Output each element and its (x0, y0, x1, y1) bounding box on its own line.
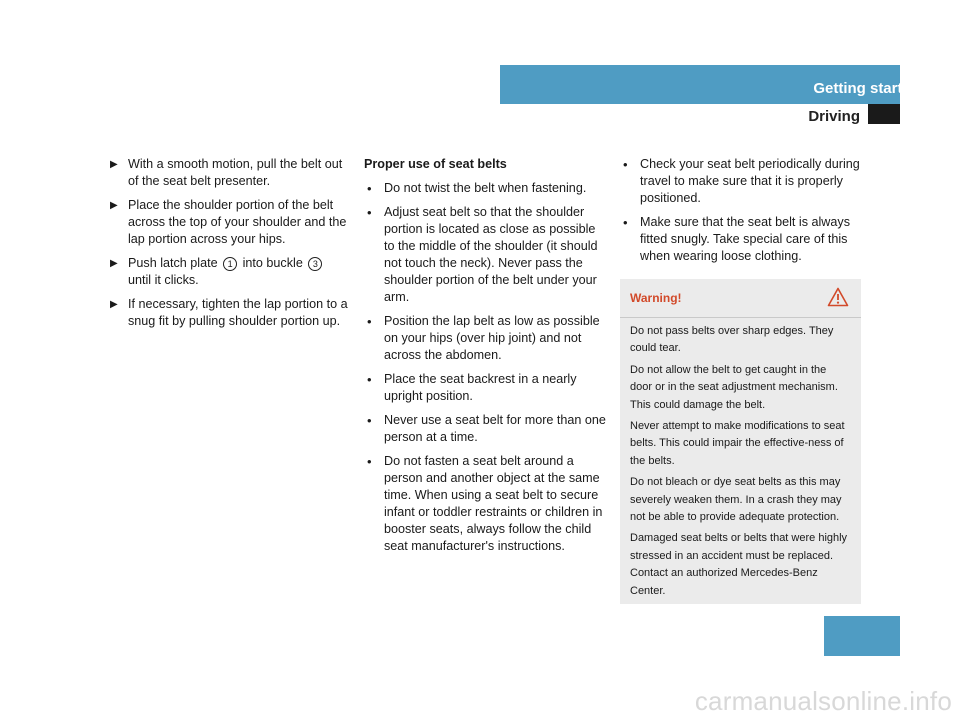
warning-paragraph: Do not bleach or dye seat belts as this may severely weaken them. In a crash they may not be able to provide adequate protection. (630, 476, 842, 524)
bullet-item (364, 180, 606, 197)
bullet-item (364, 204, 606, 306)
bullet-icon: • (367, 181, 372, 196)
warning-paragraph: Damaged seat belts or belts that were highly stressed in an accident must be replaced. Contact an authorized Mercedes-Benz Center. (630, 532, 848, 597)
bullet-icon: • (367, 205, 372, 220)
page-number-box (824, 616, 900, 656)
header-marker (868, 104, 900, 124)
warning-paragraph: Never attempt to make modifications to seat belts. This could impair the effective-ness of the belts. (630, 420, 845, 467)
watermark: carmanualsonline.info (694, 686, 952, 716)
step-text: until it clicks. (128, 273, 199, 287)
bullet-text: Place the seat backrest in a nearly upright position. (384, 372, 577, 403)
warning-paragraph: Do not allow the belt to get caught in the door or in the seat adjustment mechanism. This could damage the belt. (630, 363, 838, 411)
arrow-marker-icon: ▶ (110, 200, 118, 211)
step-text: Push latch plate (128, 256, 222, 270)
section-heading: Proper use of seat belts (364, 157, 507, 171)
bullet-icon: • (367, 372, 372, 387)
bullet-icon: • (367, 413, 372, 428)
step-text: If necessary, tighten the lap portion to a snug fit by pulling shoulder portion up. (128, 297, 348, 328)
bullet-icon: • (623, 215, 628, 230)
bullet-text: Do not fasten a seat belt around a person and another object at the same time. When using a seat belt to secure infant or toddler restraints or children in booster seats, always follow the child seat manufacturer's instructions. (384, 454, 603, 553)
warning-box (620, 279, 861, 604)
bullet-text: Position the lap belt as low as possible on your hips (over hip joint) and not across the abdomen. (384, 314, 600, 362)
callout-number: 3 (308, 257, 322, 271)
subsection-title: Driving (808, 108, 860, 125)
arrow-marker-icon: ▶ (110, 159, 118, 170)
bullet-item (620, 214, 860, 265)
warning-paragraph: Do not pass belts over sharp edges. They could tear. (630, 325, 834, 355)
step-text: Place the shoulder portion of the belt across the top of your shoulder and the lap portion across your hips. (128, 198, 347, 246)
arrow-marker-icon: ▶ (110, 258, 118, 269)
bullet-text: Check your seat belt periodically during travel to make sure that it is properly positioned. (640, 157, 860, 205)
belt-check-column (620, 156, 860, 272)
step-item (108, 296, 348, 330)
step-item (108, 156, 348, 190)
instructions-column (108, 156, 348, 337)
bullet-item (620, 156, 860, 207)
step-item (108, 255, 348, 289)
bullet-icon: • (367, 454, 372, 469)
bullet-icon: • (367, 314, 372, 329)
warning-triangle-icon (827, 287, 849, 312)
step-text: With a smooth motion, pull the belt out of the seat belt presenter. (128, 157, 343, 188)
warning-header (620, 279, 861, 318)
arrow-marker-icon: ▶ (110, 299, 118, 310)
bullet-text: Never use a seat belt for more than one person at a time. (384, 413, 606, 444)
bullet-item (364, 412, 606, 446)
bullet-item (364, 371, 606, 405)
bullet-item (364, 453, 606, 555)
seat-belt-use-column (364, 156, 606, 562)
bullet-text: Make sure that the seat belt is always fitted snugly. Take special care of this when wearing loose clothing. (640, 215, 850, 263)
warning-body (620, 318, 861, 600)
section-title: Getting started (813, 80, 920, 97)
page-number: 49 (904, 622, 920, 638)
bullet-text: Adjust seat belt so that the shoulder portion is located as close as possible to the middle of the shoulder (it should not touch the neck). Never pass the shoulder portion of the belt under your arm. (384, 205, 598, 304)
step-item (108, 197, 348, 248)
warning-title: Warning! (630, 291, 682, 305)
bullet-icon: • (623, 157, 628, 172)
callout-number: 1 (223, 257, 237, 271)
bullet-text: Do not twist the belt when fastening. (384, 181, 587, 195)
step-text: into buckle (239, 256, 307, 270)
bullet-item (364, 313, 606, 364)
